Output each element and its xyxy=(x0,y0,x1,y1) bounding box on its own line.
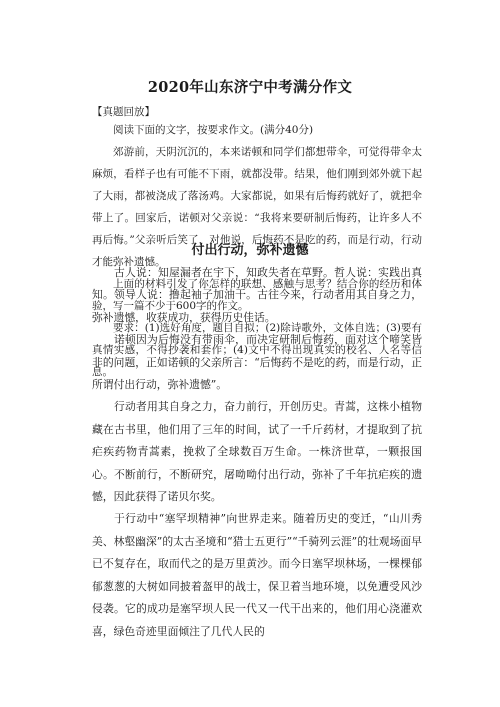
essay-paragraph: 诺顿因为后悔没有带雨伞，而决定研制后悔药，面对这个啼笑皆非的问题，正如诺顿的父亲所言：“后悔药不是吃的药，而是行动，正所谓付出行动，弥补遗憾”。 xyxy=(92,333,422,392)
essay-title: 付出行动，弥补遗憾 xyxy=(191,243,309,258)
section-label: 【真题回放】 xyxy=(92,106,155,118)
prompt-question: 上面的材料引发了你怎样的联想、感触与思考？结合你的经历和体验，写一篇不少于600字的作文。 xyxy=(92,278,422,312)
prompt-intro: 阅读下面的文字，按要求作文。(满分40分) xyxy=(113,124,314,136)
prompt-requirements: 要求：(1)选好角度，题目自拟；(2)除诗歌外，文体自选；(3)要有真情实感，不得抄袭和套作；(4)文中不得出现真实的校名、人名等信息。 xyxy=(92,322,422,378)
essay-paragraph: 古人说：知屋漏者在宇下，知政失者在草野。哲人说：实践出真知。领导人说：撸起袖子加油干。古往今来，行动者用其自身之力，弥补遗憾，收获成功，获得历史佳话。 xyxy=(92,266,422,324)
prompt-story: 郊游前，天阴沉沉的，本来诺顿和同学们都想带伞，可觉得带伞太麻烦，看样子也有可能不下雨，就都没带。结果，他们刚到郊外就下起了大雨，都被浇成了落汤鸡。大家都说，如果有后悔药就好了，就把伞带上了。回家后，诺顿对父亲说：“我将来要研制后悔药，让许多人不再后悔。”父亲听后笑了，对他说，后悔药不是吃的药，而是行动，行动才能弥补遗憾。 xyxy=(92,146,422,268)
essay-paragraph: 行动者用其自身之力，奋力前行，开创历史。青蒿，这株小植物藏在古书里，他们用了三年的时间，试了一千斤药材，才提取到了抗疟疾药物青蒿素，挽救了全球数百万生命。一株济世草，一颗报国心。不断前行，不断研究，屠呦呦付出行动，弥补了千年抗疟疾的遗憾，因此获得了诺贝尔奖。 xyxy=(92,400,422,504)
page-title: 2020年山东济宁中考满分作文 xyxy=(147,79,353,96)
essay-paragraph: 于行动中“塞罕坝精神”向世界走来。随着历史的变迁，“山川秀美、林壑幽深”的太古圣境和“猎士五更行”“千骑列云涯”的壮观场面早已不复存在，取而代之的是万里黄沙。而今日塞罕坝林场，一棵棵郁郁葱葱的大树如同披着盔甲的战士，保卫着当地环境，以免遭受风沙侵袭。它的成功是塞罕坝人民一代又一代干出来的，他们用心浇灌欢喜，绿色奇迹里面倾注了几代人民的 xyxy=(92,512,422,638)
essay-body xyxy=(92,262,422,643)
